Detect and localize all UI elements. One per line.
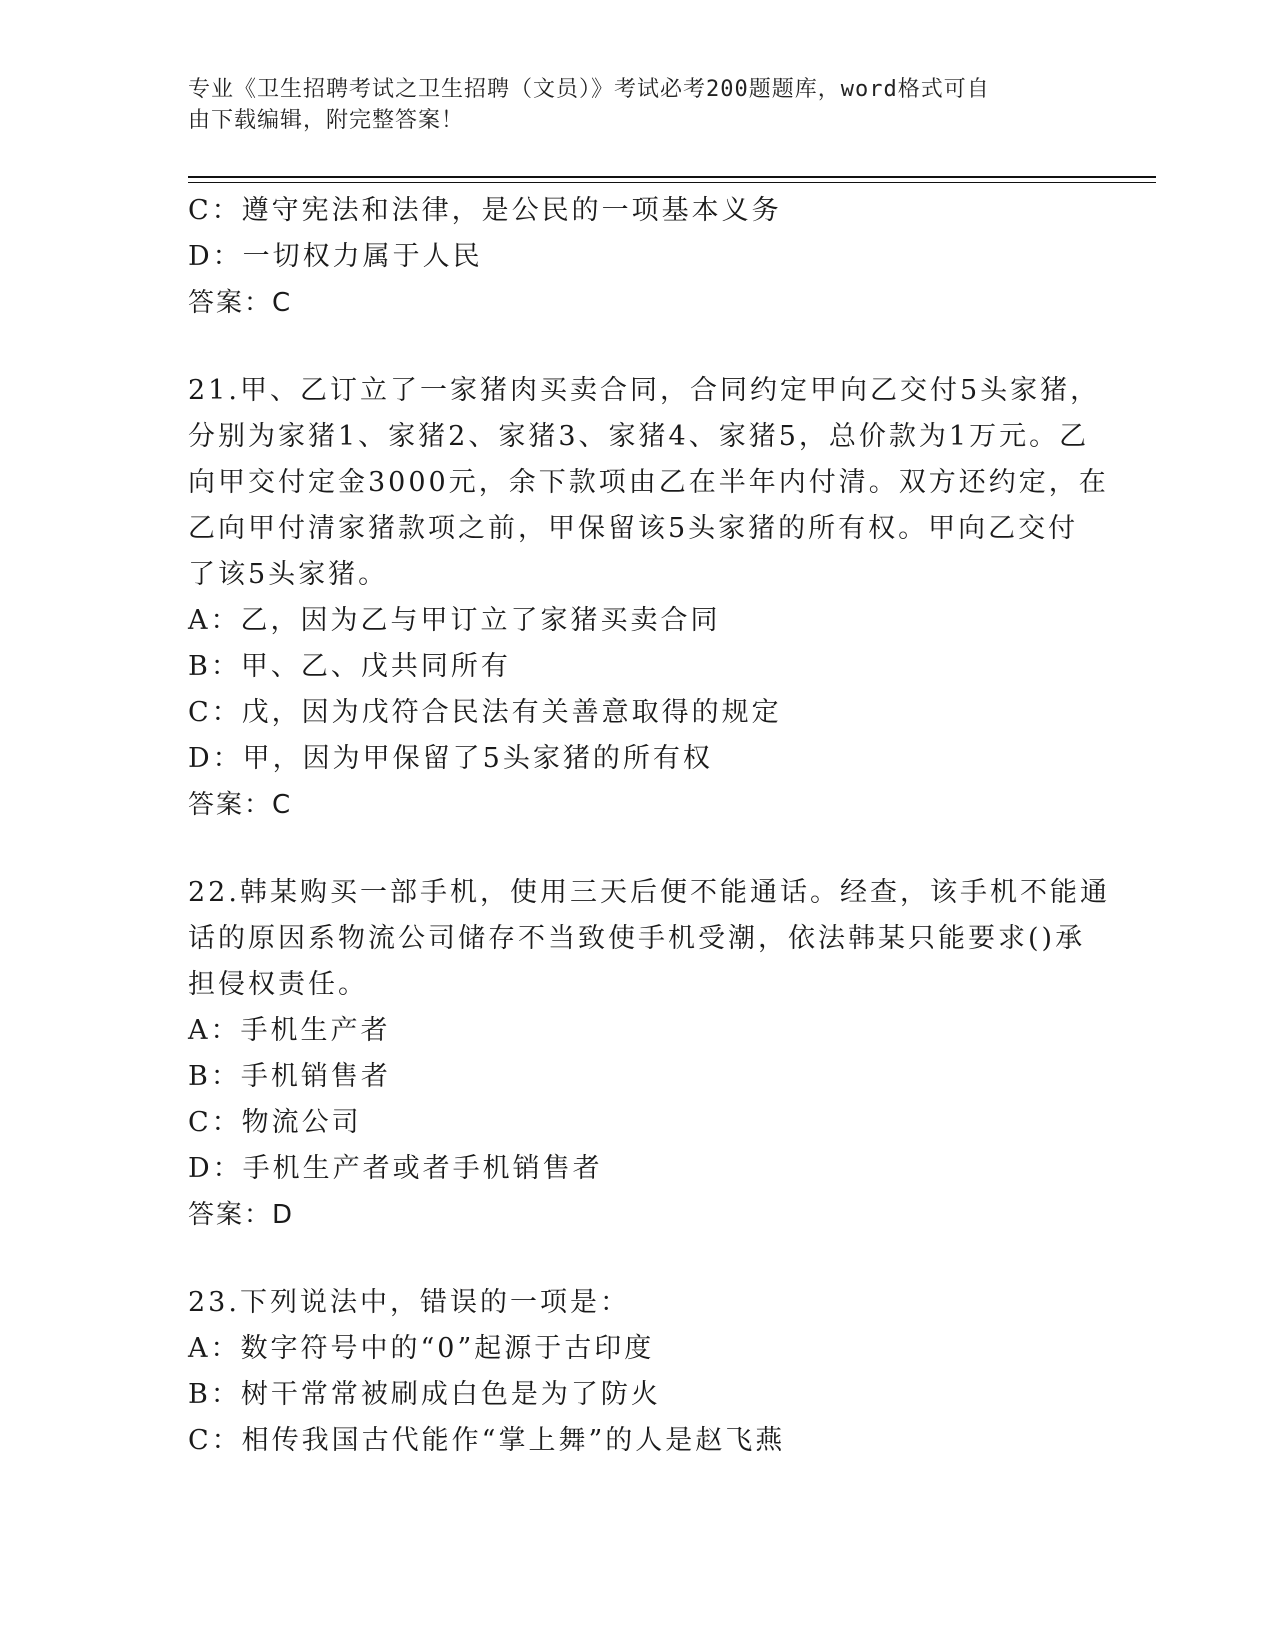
carryover-question (188, 188, 1088, 326)
header-line-1: 专业《卫生招聘考试之卫生招聘（文员）》考试必考200题题库，word格式可自 (188, 77, 990, 102)
option-c: C：遵守宪法和法律，是公民的一项基本义务 (188, 195, 782, 226)
option-a: A：手机生产者 (188, 1015, 391, 1046)
header-divider (188, 176, 1156, 178)
question-line: 22.韩某购买一部手机，使用三天后便不能通话。经查，该手机不能通 (188, 877, 1110, 908)
question-list (188, 188, 1110, 1464)
question-line: 担侵权责任。 (188, 969, 368, 1000)
header-line-2: 由下载编辑，附完整答案！ (188, 108, 465, 133)
question-line: 了该5头家猪。 (188, 559, 389, 590)
document-header (188, 74, 1088, 136)
option-a: A：乙，因为乙与甲订立了家猪买卖合同 (188, 605, 721, 636)
option-a: A：数字符号中的“0”起源于古印度 (188, 1333, 655, 1364)
question-line: 乙向甲付清家猪款项之前，甲保留该5头家猪的所有权。甲向乙交付 (188, 513, 1079, 544)
question-23 (188, 1280, 1088, 1464)
option-c: C：戊，因为戊符合民法有关善意取得的规定 (188, 697, 782, 728)
question-22 (188, 870, 1110, 1238)
question-text (188, 870, 1110, 1008)
option-b: B：树干常常被刷成白色是为了防火 (188, 1379, 661, 1410)
question-line: 向甲交付定金3000元，余下款项由乙在半年内付清。双方还约定，在 (188, 467, 1109, 498)
question-line: 23.下列说法中，错误的一项是： (188, 1287, 630, 1318)
option-c: C：物流公司 (188, 1107, 362, 1138)
answer-line: 答案：D (188, 1200, 295, 1230)
option-c: C：相传我国古代能作“掌上舞”的人是赵飞燕 (188, 1425, 786, 1456)
header-divider-thin (188, 182, 1156, 183)
question-line: 话的原因系物流公司储存不当致使手机受潮，依法韩某只能要求()承 (188, 923, 1086, 954)
answer-line: 答案：C (188, 288, 293, 318)
option-d: D：一切权力属于人民 (188, 241, 483, 272)
option-b: B：手机销售者 (188, 1061, 391, 1092)
option-d: D：甲，因为甲保留了5头家猪的所有权 (188, 743, 713, 774)
question-line: 21.甲、乙订立了一家猪肉买卖合同，合同约定甲向乙交付5头家猪， (188, 375, 1101, 406)
question-text (188, 368, 1109, 598)
question-text (188, 1280, 1088, 1326)
option-d: D：手机生产者或者手机销售者 (188, 1153, 603, 1184)
answer-line: 答案：C (188, 790, 293, 820)
question-21 (188, 368, 1109, 828)
question-line: 分别为家猪1、家猪2、家猪3、家猪4、家猪5，总价款为1万元。乙 (188, 421, 1090, 452)
option-b: B：甲、乙、戊共同所有 (188, 651, 511, 682)
